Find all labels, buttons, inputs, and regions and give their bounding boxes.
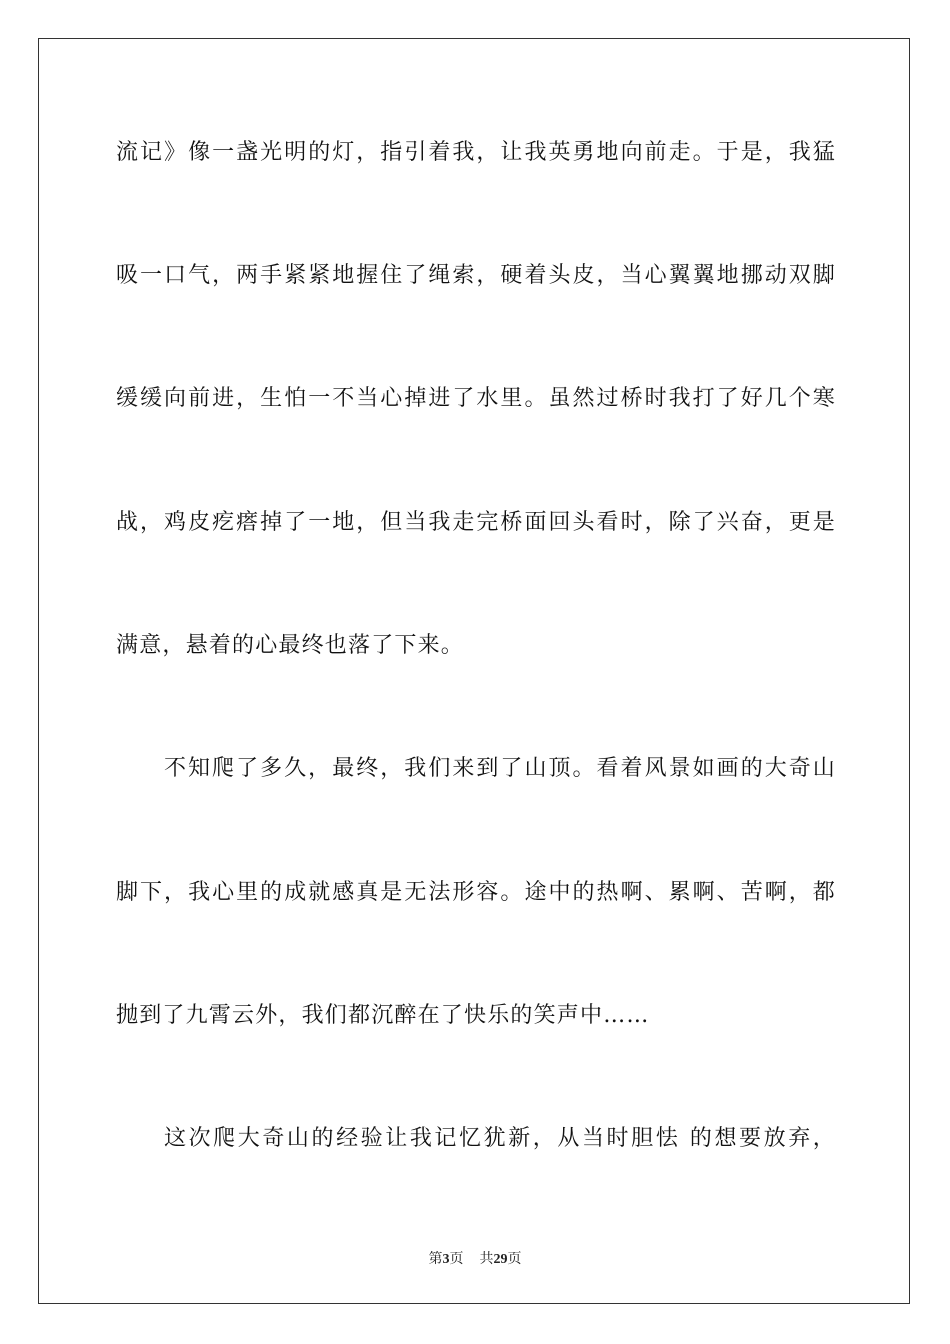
text-line-3: 缓缓向前进，生怕一不当心掉进了水里。虽然过桥时我打了好几个寒	[116, 386, 836, 411]
total-prefix: 共	[479, 1252, 494, 1267]
text-line-2: 吸一口气，两手紧紧地握住了绳索，硬着头皮，当心翼翼地挪动双脚	[116, 263, 836, 288]
total-pages: 29	[493, 1252, 508, 1267]
text-line-8: 抛到了九霄云外，我们都沉醉在了快乐的笑声中……	[116, 1003, 650, 1028]
text-line-7: 脚下，我心里的成就感真是无法形容。途中的热啊、累啊、苦啊，都	[116, 880, 836, 905]
page-suffix: 页	[449, 1252, 464, 1267]
text-line-6: 不知爬了多久，最终，我们来到了山顶。看着风景如画的大奇山	[164, 756, 836, 781]
page-footer	[0, 1248, 950, 1268]
page-prefix: 第	[428, 1252, 443, 1267]
text-line-1: 流记》像一盏光明的灯，指引着我，让我英勇地向前走。于是，我猛	[116, 140, 836, 165]
total-suffix: 页	[507, 1252, 522, 1267]
text-line-4: 战，鸡皮疙瘩掉了一地，但当我走完桥面回头看时，除了兴奋，更是	[116, 510, 836, 535]
page-border	[38, 38, 910, 1304]
page-number: 3	[442, 1252, 450, 1267]
text-line-5: 满意，悬着的心最终也落了下来。	[116, 633, 465, 658]
text-line-9: 这次爬大奇山的经验让我记忆犹新，从当时胆怯 的想要放弃，	[164, 1126, 836, 1151]
